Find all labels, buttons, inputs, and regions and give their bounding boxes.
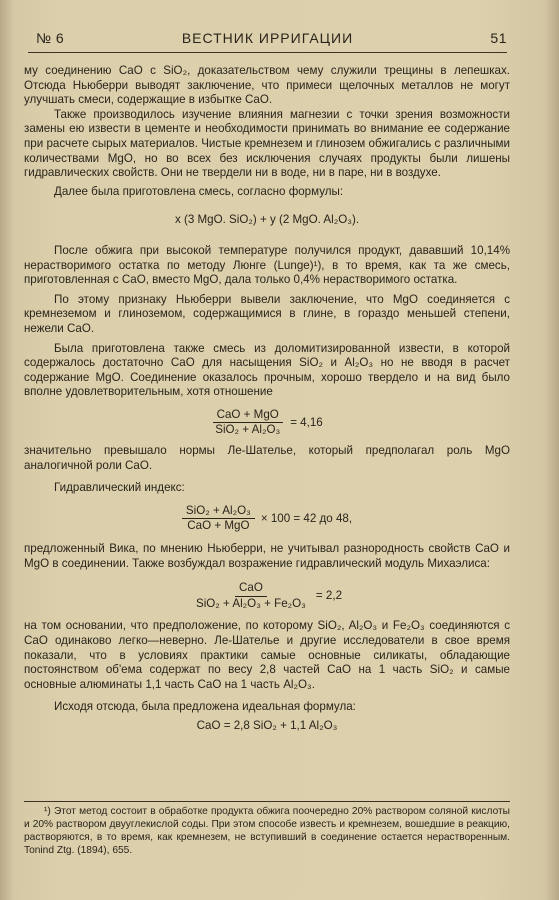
formula-ratio	[24, 408, 510, 438]
footnote: ¹) Этот метод состоит в обработке продукта обжига поочередно 20% раствором соляной кислоты и 20% раствором двууглекислой соды. При этом способе известь и кремнезем, вошедшие в реакцию, растворяются, в то время, как кремнезем, не вступивший в соединение остается нерастворенным. Tonind Ztg. (1894), 655.	[24, 806, 510, 856]
paragraph: По этому признаку Ньюберри вывели заключение, что MgO соединяется с кремнеземом и глиноземом, содержащимися в глине, в гораздо меньшей степени, нежели CaO.	[24, 292, 510, 335]
denominator: SiO₂ + Al₂O₃ + Fe₂O₃	[195, 596, 306, 610]
paragraph: предложенный Вика, по мнению Ньюберри, не учитывал разнородность свойств CaO и MgO в соединении. Также возбуждал возражение гидравлический модуль Михаэлиса:	[24, 542, 510, 570]
numerator: CaO + MgO	[213, 408, 283, 424]
numerator: SiO₂ + Al₂O₃	[182, 504, 255, 520]
fraction	[211, 408, 284, 438]
formula-hydraulic-modulus	[24, 581, 510, 611]
page-number: 51	[490, 30, 507, 46]
paragraph: Далее была приготовлена смесь, согласно формулы:	[54, 184, 344, 198]
fraction	[192, 581, 310, 611]
issue-number: № 6	[36, 30, 65, 46]
denominator: CaO + MgO	[187, 519, 250, 533]
fraction	[182, 504, 255, 534]
modulus-value: = 2,2	[315, 589, 343, 603]
formula-hydraulic-index	[24, 504, 510, 534]
paragraph: му соединению CaO с SiO₂, доказательством чему служили трещины в лепешках. Отсюда Ньюберри выводят заключение, что примеси щелочных металлов не могут улучшать смеси, содержащие в избытке CaO.	[24, 64, 510, 107]
paragraph: на том основании, что предположение, по которому SiO₂, Al₂O₃ и Fe₂O₃ соединяются с CaO одинаково легко—неверно. Ле-Шателье и другие исследователи в свое время показали, что в условиях практики самые основные силикаты, обладающие постоянством об'ема содержат по весу 2,8 частей CaO на 1 часть SiO₂ и самые основные алюминаты 1,1 часть CaO на 1 часть Al₂O₃.	[24, 619, 510, 691]
paragraph: Была приготовлена также смесь из доломитизированной извести, в которой содержалось достаточно CaO для насыщения SiO₂ и Al₂O₃ но не вводя в расчет содержание MgO. Соединение оказалось прочным, хорошо твердело и на вид было вполне удовлетворительным, хотя отношение	[24, 341, 510, 399]
formula-ideal: CaO = 2,8 SiO₂ + 1,1 Al₂O₃	[196, 718, 338, 732]
paragraph: Гидравлический индекс:	[54, 481, 185, 495]
paragraph: Исходя отсюда, была предложена идеальная формула:	[54, 700, 356, 714]
article-body	[24, 64, 510, 734]
index-value: × 100 = 42 до 48,	[260, 511, 353, 525]
paragraph: После обжига при высокой температуре получился продукт, дававший 10,14% нерастворимого остатка по методу Люнге (Lunge)¹), в то время, как та же смесь, приготовленная с CaO, вместо MgO, дала только 0,4% нерастворимого остатка.	[24, 243, 510, 287]
numerator: CaO	[235, 581, 267, 597]
paragraph: значительно превышало нормы Ле-Шателье, который предполагал роль MgO аналогичной роли CaO.	[24, 444, 510, 472]
page-header	[28, 30, 507, 53]
footnote-section	[24, 801, 510, 857]
denominator: SiO₂ + Al₂O₃	[215, 423, 281, 437]
ratio-value: = 4,16	[290, 415, 323, 429]
journal-title: ВЕСТНИК ИРРИГАЦИИ	[181, 30, 354, 46]
paragraph: Также производилось изучение влияния магнезии с точки зрения возможности замены ею извести в цементе и необходимости принимать во внимание ее содержание при расчете сырых материалов. Чистые кремнезем и глинозем обжигались с различными количествами MgO, но во всех без исключения случаях продукты были лишены гидравлических свойств. Они не твердели ни в воде, ни в паре, ни в воздухе.	[24, 107, 510, 180]
formula-mixture: x (3 MgO. SiO₂) + y (2 MgO. Al₂O₃).	[174, 213, 360, 227]
